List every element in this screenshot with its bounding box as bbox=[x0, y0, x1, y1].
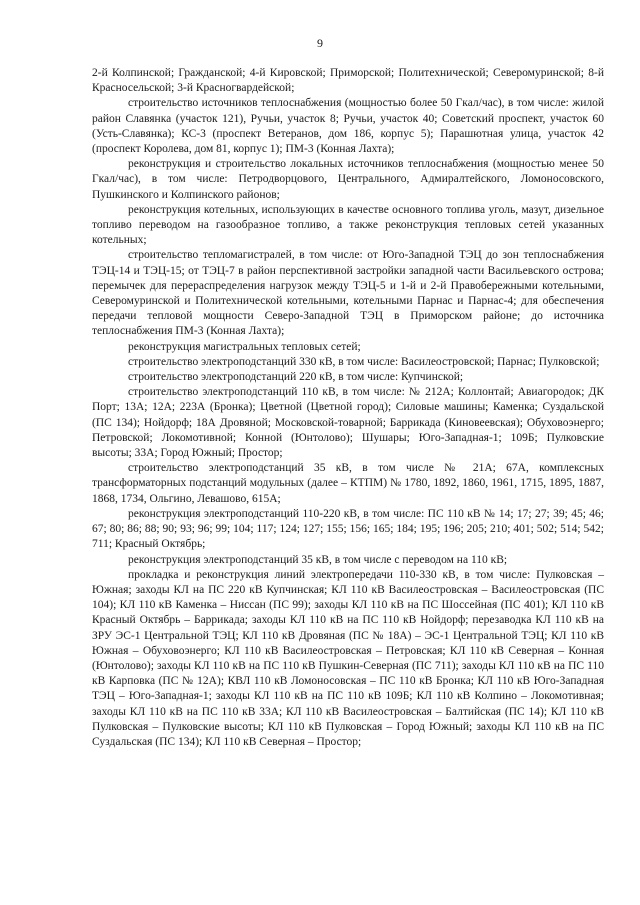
page-number: 9 bbox=[317, 36, 323, 50]
paragraph: реконструкция котельных, использующих в качестве основного топлива уголь, мазут, дизельное топливо переводом на газообразное топливо, а также реконструкция тепловых сетей указанных котельных; bbox=[92, 203, 604, 247]
paragraph: строительство электроподстанций 220 кВ, в том числе: Купчинской; bbox=[128, 371, 464, 384]
paragraph: строительство электроподстанций 110 кВ, в том числе: № 212А; Коллонтай; Авиагородок; ДК Порт; 13А; 12А; 223А (Бронка); Цветной (Цветной город); Силовые машины; Каменка; Суздальской (ПС 134); Нойдорф; 18А Дровяной; Московской-товарной; Баррикада (Киновеевская); Обуховоэнерго; Петровской; Локомотивной; Конной (Юнтолово); Шушары; Юго-Западная-1; 109Б; Пулковские высоты; 33А; Город Южный; Простор; bbox=[92, 386, 604, 460]
paragraph: строительство электроподстанций 330 кВ, в том числе: Василеостровской; Парнас; Пулковской; bbox=[128, 355, 600, 368]
paragraph: строительство электроподстанций 35 кВ, в том числе № 21А; 67А, комплексных трансформаторных подстанций модульных (далее – КТПМ) № 1780, 1892, 1860, 1961, 1715, 1895, 1887, 1868, 1734, Ольгино, Левашово, 615А; bbox=[92, 462, 604, 505]
paragraph: реконструкция и строительство локальных источников теплоснабжения (мощностью менее 50 Гкал/час), в том числе: Петродворцового, Центрального, Адмиралтейского, Ломоносовского, Пушкинского и Колпинского районов; bbox=[92, 158, 604, 201]
paragraph: строительство источников теплоснабжения (мощностью более 50 Гкал/час), в том числе: жилой район Славянка (участок 121), Ручьи, участок 8; Ручьи, участок 40; Советский проспект, участок 60 (Усть-Славянка); КС-3 (проспект Ветеранов, дом 186, корпус 5); Парашютная улица, участок 42 (проспект Королева, дом 81, корпус 1); ПМ-3 (Конная Лахта); bbox=[92, 97, 604, 156]
paragraph: реконструкция электроподстанций 110-220 кВ, в том числе: ПС 110 кВ № 14; 17; 27; 39; 45; 46; 67; 80; 86; 88; 90; 93; 96; 99; 104; 117; 124; 127; 155; 156; 165; 184; 195; 196; 205; 210; 401; 502; 514; 542; 711; Красный Октябрь; bbox=[92, 507, 604, 551]
paragraph: реконструкция магистральных тепловых сетей; bbox=[128, 340, 361, 353]
paragraph: строительство тепломагистралей, в том числе: от Юго-Западной ТЭЦ до зон теплоснабжения ТЭЦ-14 и ТЭЦ-15; от ТЭЦ-7 в район перспективной застройки западной части Васильевского острова; перемычек для перераспределения нагрузок между ТЭЦ-5 и 1-й и 2-й Правобережными котельными, Северомуринской и Политехнической котельными, котельными Парнас и Парнас-4; для обеспечения передачи тепловой мощности Северо-Западной ТЭЦ в Приморском районе; до источника теплоснабжения ПМ-3 (Конная Лахта); bbox=[92, 249, 604, 338]
document-body bbox=[92, 66, 604, 750]
paragraph: 2-й Колпинской; Гражданской; 4-й Кировской; Приморской; Политехнической; Северомуринской; 8-й Красносельской; 3-й Красногвардейской; bbox=[92, 67, 604, 95]
paragraph: реконструкция электроподстанций 35 кВ, в том числе с переводом на 110 кВ; bbox=[128, 553, 508, 566]
paragraph: прокладка и реконструкция линий электропередачи 110-330 кВ, в том числе: Пулковская – Южная; заходы КЛ на ПС 220 кВ Купчинская; КЛ 110 кВ Василеостровская – Василеостровская (ПС 104); КЛ 110 кВ Каменка – Ниссан (ПС 99); заходы КЛ 110 кВ на ПС Шоссейная (ПС 401); КЛ 110 кВ Красный Октябрь – Баррикада; заходы КЛ 110 кВ на ПС 110 кВ Нойдорф; перезаводка КЛ 110 кВ на ЗРУ ЭС-1 Центральной ТЭЦ; КЛ 110 кВ Дровяная (ПС № 18А) – ЭС-1 Центральной ТЭЦ; КЛ 110 кВ Южная – Обуховоэнерго; КЛ 110 кВ Василеостровская – Петровская; КЛ 110 кВ Северная – Конная (Юнтолово); заходы КЛ 110 кВ на ПС 110 кВ Пушкин-Северная (ПС 711); заходы КЛ 110 кВ на ПС 110 кВ Карповка (ПС № 12А); КВЛ 110 кВ Ломоносовская – ПС 110 кВ Бронка; КЛ 110 кВ Юго-Западная ТЭЦ – Юго-Западная-1; заходы КЛ 110 кВ на ПС 110 кВ 109Б; КЛ 110 кВ Колпино – Локомотивная; заходы КЛ 110 кВ на ПС 110 кВ 33А; КЛ 110 кВ Василеостровская – Балтийская (ПС 14); КЛ 110 кВ Пулковская – Пулковские высоты; КЛ 110 кВ Пулковская – Город Южный; заходы КЛ 110 кВ на ПС Суздальская (ПС 134); КЛ 110 кВ Северная – Простор; bbox=[92, 568, 604, 748]
